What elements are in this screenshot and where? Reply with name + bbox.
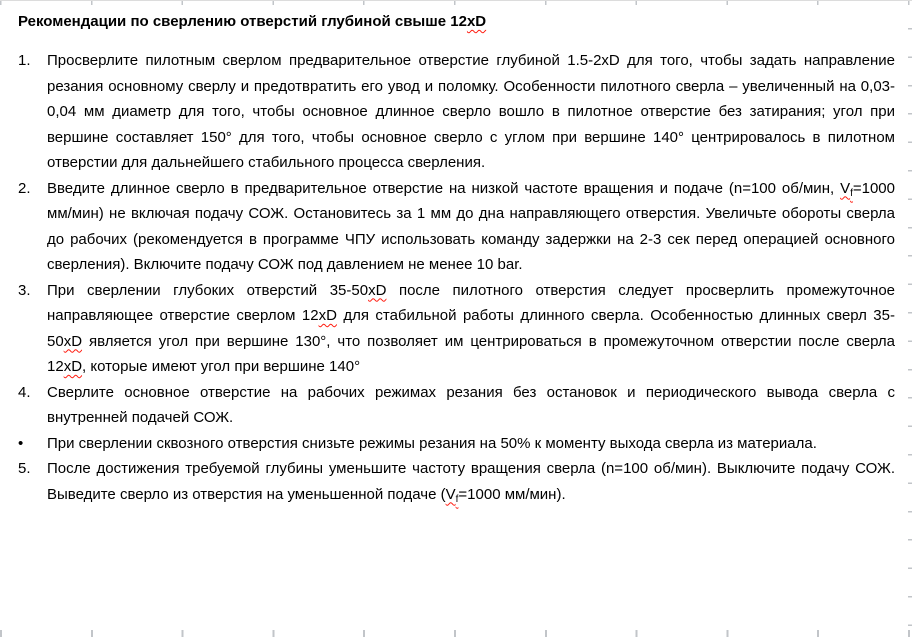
grid-ticks-bottom	[0, 630, 912, 637]
list-item	[18, 380, 895, 431]
list-item	[18, 431, 895, 457]
list-item	[18, 176, 895, 278]
document-content[interactable]	[18, 9, 895, 507]
grid-ticks-top	[0, 0, 912, 5]
list-item	[18, 456, 895, 507]
item-text: Просверлите пилотным сверлом предварительное отверстие глубиной 1.5-2xD для того, чтобы задать направление резания основному сверлу и предотвратить его увод и поломку. Особенности пилотного сверла – увеличенный на 0,03-0,04 мм диаметр для того, чтобы основное длинное сверло вошло в пилотное отверстие без затирания; угол при вершине составляет 150° для того, чтобы основное сверло с углом при вершине 140° центрировалось в пилотном отверстии для дальнейшего стабильного процесса сверления.	[47, 52, 895, 171]
item-text: Введите длинное сверло в предварительное отверстие на низкой частоте вращения и подаче (n=100 об/мин, $V_f=1000$ мм/мин) не включая подачу СОЖ. Остановитесь за 1 мм до дна направляющего отверстия. Увеличьте обороты сверла до рабочих (рекомендуется в программе ЧПУ использовать команду задержки на 2-3 сек перед операцией основного сверления). Включите подачу СОЖ под давлением не менее 10 bar.	[47, 179, 895, 273]
item-text: Сверлите основное отверстие на рабочих режимах резания без остановок и периодического вывода сверла с внутренней подачей СОЖ.	[47, 383, 895, 426]
recommendations-list	[18, 48, 895, 507]
item-marker: 1.	[18, 52, 31, 69]
list-item	[18, 48, 895, 176]
item-marker: 4.	[18, 383, 31, 401]
item-marker: •	[18, 434, 24, 452]
grid-ticks-right	[908, 28, 912, 635]
item-text: При сверлении глубоких отверстий 35-50xD после пилотного отверстия следует просверлить промежуточное направляющее отверстие сверлом 12xD для стабильной работы длинного сверла. Особенностью длинных сверл 35-50xD является угол при вершине 130°, что позволяет им центрироваться в промежуточном отверстии после сверла 12xD, которые имеют угол при вершине 140°	[47, 281, 895, 375]
document-title: Рекомендации по сверлению отверстий глубиной свыше 12xD	[18, 13, 487, 30]
list-item	[18, 278, 895, 380]
item-text: При сверлении сквозного отверстия снизьте режимы резания на 50% к моменту выхода сверла из материала.	[47, 434, 817, 452]
item-marker: 2.	[18, 179, 31, 197]
item-marker: 3.	[18, 281, 31, 299]
item-text: После достижения требуемой глубины уменьшите частоту вращения сверла (n=100 об/мин). Выключите подачу СОЖ. Выведите сверло из отверстия на уменьшенной подаче ($V_f=1000$ мм/мин).	[47, 460, 895, 505]
item-marker: 5.	[18, 460, 31, 477]
